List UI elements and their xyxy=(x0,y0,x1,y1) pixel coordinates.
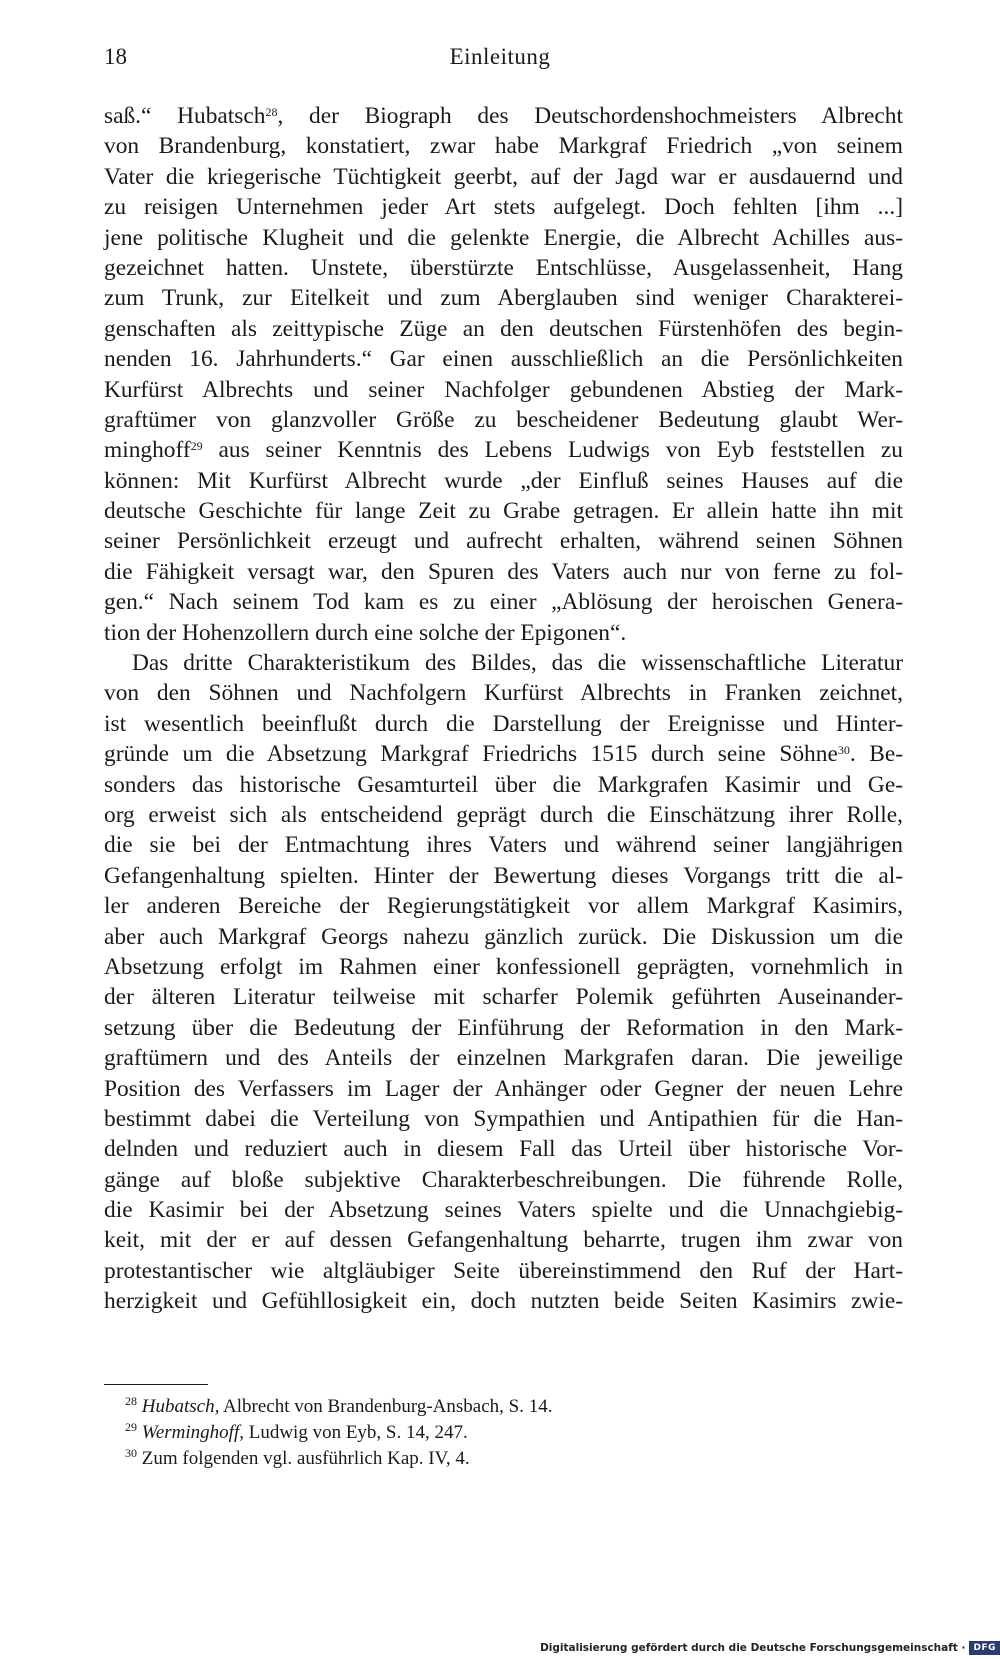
text-line xyxy=(104,496,903,526)
text-line xyxy=(104,314,903,344)
text-line xyxy=(104,466,903,496)
footnote xyxy=(125,1446,885,1472)
footnote-number: 28 xyxy=(125,1394,137,1408)
line-text: Vater die kriegerische Tüchtigkeit geerbt, auf der Jagd war er ausdauernd und xyxy=(104,163,903,190)
footnote-divider xyxy=(104,1384,208,1385)
footnote-author: Hubatsch, xyxy=(141,1396,220,1417)
page-number: 18 xyxy=(104,44,127,69)
text-line xyxy=(104,162,903,192)
footnote-text: Ludwig von Eyb, S. 14, 247. xyxy=(243,1422,468,1443)
line-text: protestantischer wie altgläubiger Seite übereinstimmend den Ruf der Hart- xyxy=(104,1257,903,1284)
text-line xyxy=(104,253,903,283)
text-line xyxy=(104,952,903,982)
footnotes xyxy=(125,1394,885,1472)
line-text: Das dritte Charakteristikum des Bildes, das die wissenschaftliche Literatur xyxy=(132,650,903,677)
text-line xyxy=(104,861,903,891)
line-text: gründe um die Absetzung Markgraf Friedrichs 1515 durch seine Söhne xyxy=(104,741,838,768)
line-text: jene politische Klugheit und die gelenkte Energie, die Albrecht Achilles aus- xyxy=(104,224,903,251)
text-line xyxy=(104,739,903,769)
line-text: die Fähigkeit versagt war, den Spuren des Vaters auch nur von ferne zu fol- xyxy=(104,558,903,585)
text-line xyxy=(104,1286,903,1316)
text-line xyxy=(104,587,903,617)
line-text: sonders das historische Gesamturteil über die Markgrafen Kasimir und Ge- xyxy=(104,771,903,798)
line-text: Kurfürst Albrechts und seiner Nachfolger gebundenen Abstieg der Mark- xyxy=(104,376,903,403)
text-line xyxy=(104,678,903,708)
line-text: graftümer von glanzvoller Größe zu bescheidener Bedeutung glaubt Wer- xyxy=(104,406,903,433)
text-line xyxy=(104,526,903,556)
text-line xyxy=(104,770,903,800)
line-text: zum Trunk, zur Eitelkeit und zum Aberglauben sind weniger Charakterei- xyxy=(104,285,903,312)
credit-text: Digitalisierung gefördert durch die Deutsche Forschungsgemeinschaft · xyxy=(540,1642,966,1654)
line-text: seiner Persönlichkeit erzeugt und aufrecht erhalten, während seinen Söhnen xyxy=(104,528,903,555)
text-line xyxy=(104,375,903,405)
line-text: tion der Hohenzollern durch eine solche der Epigonen“. xyxy=(104,619,627,646)
line-text: herzigkeit und Gefühllosigkeit ein, doch nutzten beide Seiten Kasimirs zwie- xyxy=(104,1288,903,1315)
text-line xyxy=(104,830,903,860)
line-text: gänge auf bloße subjektive Charakterbeschreibungen. Die führende Rolle, xyxy=(104,1166,903,1193)
body-text xyxy=(104,101,903,1317)
line-text: minghoff xyxy=(104,437,191,464)
line-text: genschaften als zeittypische Züge an den deutschen Fürstenhöfen des begin- xyxy=(104,315,903,342)
line-text: setzung über die Bedeutung der Einführung der Reformation in den Mark- xyxy=(104,1014,903,1041)
footnote-reference: 30 xyxy=(837,743,850,758)
text-line xyxy=(104,618,903,648)
footnote-number: 30 xyxy=(125,1446,137,1460)
text-line xyxy=(104,891,903,921)
line-text: gen.“ Nach seinem Tod kam es zu einer „Ablösung der heroischen Genera- xyxy=(104,589,903,616)
line-text-continued: . Be- xyxy=(849,741,904,768)
text-line xyxy=(104,557,903,587)
line-text: Position des Verfassers im Lager der Anhänger oder Gegner der neuen Lehre xyxy=(104,1075,903,1102)
footnote-number: 29 xyxy=(125,1420,137,1434)
text-line xyxy=(104,1074,903,1104)
digitization-credit xyxy=(540,1637,1000,1659)
line-text: der älteren Literatur teilweise mit scharfer Polemik geführten Auseinander- xyxy=(104,984,903,1011)
text-line xyxy=(104,709,903,739)
line-text: können: Mit Kurfürst Albrecht wurde „der Einfluß seines Hauses auf die xyxy=(104,467,903,494)
line-text: Gefangenhaltung spielten. Hinter der Bewertung dieses Vorgangs tritt die al- xyxy=(104,862,903,889)
footnote-text: Albrecht von Brandenburg-Ansbach, S. 14. xyxy=(219,1396,553,1417)
line-text: saß.“ Hubatsch xyxy=(104,103,266,129)
text-line xyxy=(104,131,903,161)
dfg-logo: DFG xyxy=(969,1641,1000,1655)
line-text: gezeichnet hatten. Unstete, überstürzte Entschlüsse, Ausgelassenheit, Hang xyxy=(104,254,903,281)
text-line xyxy=(104,648,903,678)
line-text: deutsche Geschichte für lange Zeit zu Grabe getragen. Er allein hatte ihn mit xyxy=(104,498,903,525)
text-line xyxy=(104,982,903,1012)
text-line xyxy=(104,800,903,830)
text-line xyxy=(104,1013,903,1043)
line-text: keit, mit der er auf dessen Gefangenhaltung beharrte, trugen ihm zwar von xyxy=(104,1227,903,1254)
text-line xyxy=(104,192,903,222)
line-text: Absetzung erfolgt im Rahmen einer konfessionell geprägten, vornehmlich in xyxy=(104,953,903,980)
footnote xyxy=(125,1394,885,1420)
text-line xyxy=(104,1165,903,1195)
text-line xyxy=(104,223,903,253)
line-text: ler anderen Bereiche der Regierungstätigkeit vor allem Markgraf Kasimirs, xyxy=(104,893,903,920)
line-text: von Brandenburg, konstatiert, zwar habe Markgraf Friedrich „von seinem xyxy=(104,133,903,160)
line-text: nenden 16. Jahrhunderts.“ Gar einen ausschließlich an die Persönlichkeiten xyxy=(104,346,903,373)
text-line xyxy=(104,1043,903,1073)
text-line xyxy=(104,922,903,952)
footnote-reference: 29 xyxy=(190,439,203,454)
running-head: Einleitung xyxy=(449,44,551,69)
footnote-text: Zum folgenden vgl. ausführlich Kap. IV, 4. xyxy=(141,1448,470,1469)
line-text: graftümern und des Anteils der einzelnen Markgrafen daran. Die jeweilige xyxy=(104,1045,903,1072)
text-line xyxy=(104,405,903,435)
text-line xyxy=(104,1134,903,1164)
footnote-reference: 28 xyxy=(265,105,278,119)
line-text: von den Söhnen und Nachfolgern Kurfürst Albrechts in Franken zeichnet, xyxy=(104,680,903,707)
line-text: ist wesentlich beeinflußt durch die Darstellung der Ereignisse und Hinter- xyxy=(104,710,903,737)
line-text: aber auch Markgraf Georgs nahezu gänzlich zurück. Die Diskussion um die xyxy=(104,923,903,950)
text-line xyxy=(104,101,903,131)
line-text: delnden und reduziert auch in diesem Fall das Urteil über historische Vor- xyxy=(104,1136,903,1163)
line-text: zu reisigen Unternehmen jeder Art stets aufgelegt. Doch fehlten [ihm ...] xyxy=(104,194,903,221)
line-text: die sie bei der Entmachtung ihres Vaters und während seiner langjährigen xyxy=(104,832,903,859)
text-line xyxy=(104,283,903,313)
line-text: org erweist sich als entscheidend geprägt durch die Einschätzung ihrer Rolle, xyxy=(104,801,903,828)
line-text-continued: aus seiner Kenntnis des Lebens Ludwigs von Eyb feststellen zu xyxy=(202,437,903,464)
line-text-continued: , der Biograph des Deutschordenshochmeisters Albrecht xyxy=(277,103,903,129)
footnote xyxy=(125,1420,885,1446)
text-line xyxy=(104,344,903,374)
text-line xyxy=(104,1225,903,1255)
line-text: die Kasimir bei der Absetzung seines Vaters spielte und die Unnachgiebig- xyxy=(104,1197,903,1224)
footnote-author: Werminghoff, xyxy=(141,1422,244,1443)
text-line xyxy=(104,1195,903,1225)
text-line xyxy=(104,1104,903,1134)
text-line xyxy=(104,1256,903,1286)
text-line xyxy=(104,435,903,465)
line-text: bestimmt dabei die Verteilung von Sympathien und Antipathien für die Han- xyxy=(104,1105,903,1132)
